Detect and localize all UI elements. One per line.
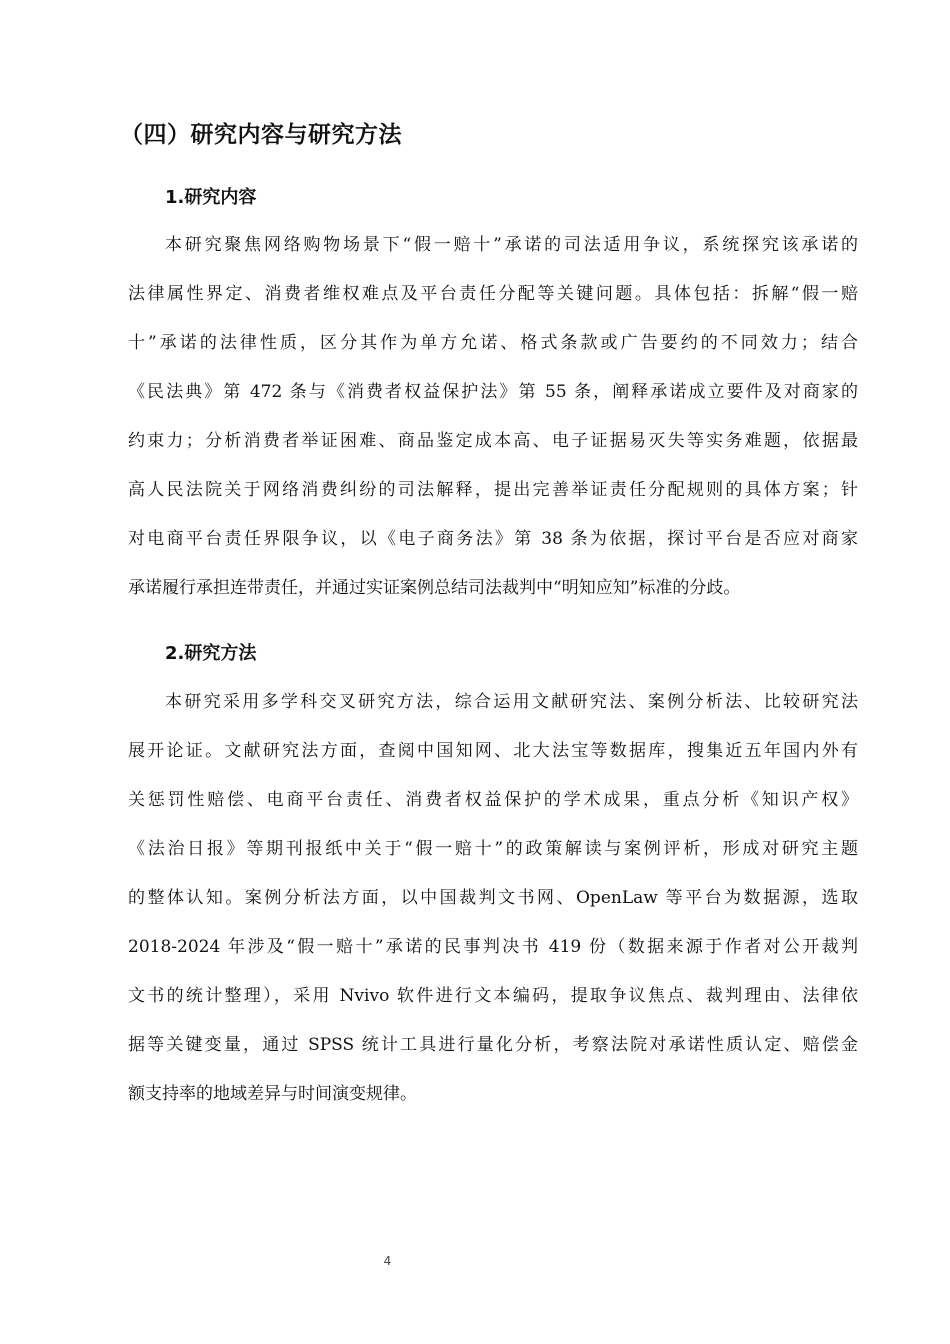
paragraph-line: 关惩罚性赔偿、电商平台责任、消费者权益保护的学术成果，重点分析《知识产权》 <box>128 790 858 810</box>
paragraph-line: 法律属性界定、消费者维权难点及平台责任分配等关键问题。具体包括：拆解“假一赔 <box>128 284 858 304</box>
subsection-title-research-content: 1.研究内容 <box>165 187 257 208</box>
paragraph-line: 展开论证。文献研究法方面，查阅中国知网、北大法宝等数据库，搜集近五年国内外有 <box>128 741 858 761</box>
paragraph-line: 十”承诺的法律性质，区分其作为单方允诺、格式条款或广告要约的不同效力；结合 <box>128 333 858 353</box>
paragraph-line: 本研究采用多学科交叉研究方法，综合运用文献研究法、案例分析法、比较研究法 <box>165 692 858 712</box>
paragraph-line: 的整体认知。案例分析法方面，以中国裁判文书网、OpenLaw 等平台为数据源，选取 <box>128 888 858 908</box>
paragraph-line: 额支持率的地域差异与时间演变规律。 <box>128 1084 417 1104</box>
subsection-title-research-methods: 2.研究方法 <box>165 643 257 664</box>
paragraph-line: 《民法典》第 472 条与《消费者权益保护法》第 55 条，阐释承诺成立要件及对商家的 <box>128 382 858 402</box>
paragraph-line: 2018-2024 年涉及“假一赔十”承诺的民事判决书 419 份（数据来源于作者对公开裁判 <box>128 937 858 957</box>
paragraph-line: 对电商平台责任界限争议，以《电子商务法》第 38 条为依据，探讨平台是否应对商家 <box>128 529 858 549</box>
section-title: （四）研究内容与研究方法 <box>120 122 402 148</box>
page-number: 4 <box>383 1254 392 1268</box>
paragraph-line: 文书的统计整理），采用 Nvivo 软件进行文本编码，提取争议焦点、裁判理由、法律依 <box>128 986 858 1006</box>
paragraph-line: 约束力；分析消费者举证困难、商品鉴定成本高、电子证据易灭失等实务难题，依据最 <box>128 431 858 451</box>
paragraph-line: 据等关键变量，通过 SPSS 统计工具进行量化分析，考察法院对承诺性质认定、赔偿金 <box>128 1035 858 1055</box>
paragraph-line: 承诺履行承担连带责任，并通过实证案例总结司法裁判中“明知应知”标准的分歧。 <box>128 578 741 598</box>
paragraph-line: 高人民法院关于网络消费纠纷的司法解释，提出完善举证责任分配规则的具体方案；针 <box>128 480 858 500</box>
paragraph-line: 《法治日报》等期刊报纸中关于“假一赔十”的政策解读与案例评析，形成对研究主题 <box>128 839 858 859</box>
paragraph-line: 本研究聚焦网络购物场景下“假一赔十”承诺的司法适用争议，系统探究该承诺的 <box>165 235 858 255</box>
paragraph-research-methods <box>128 678 858 1119</box>
paragraph-research-content <box>128 221 858 613</box>
